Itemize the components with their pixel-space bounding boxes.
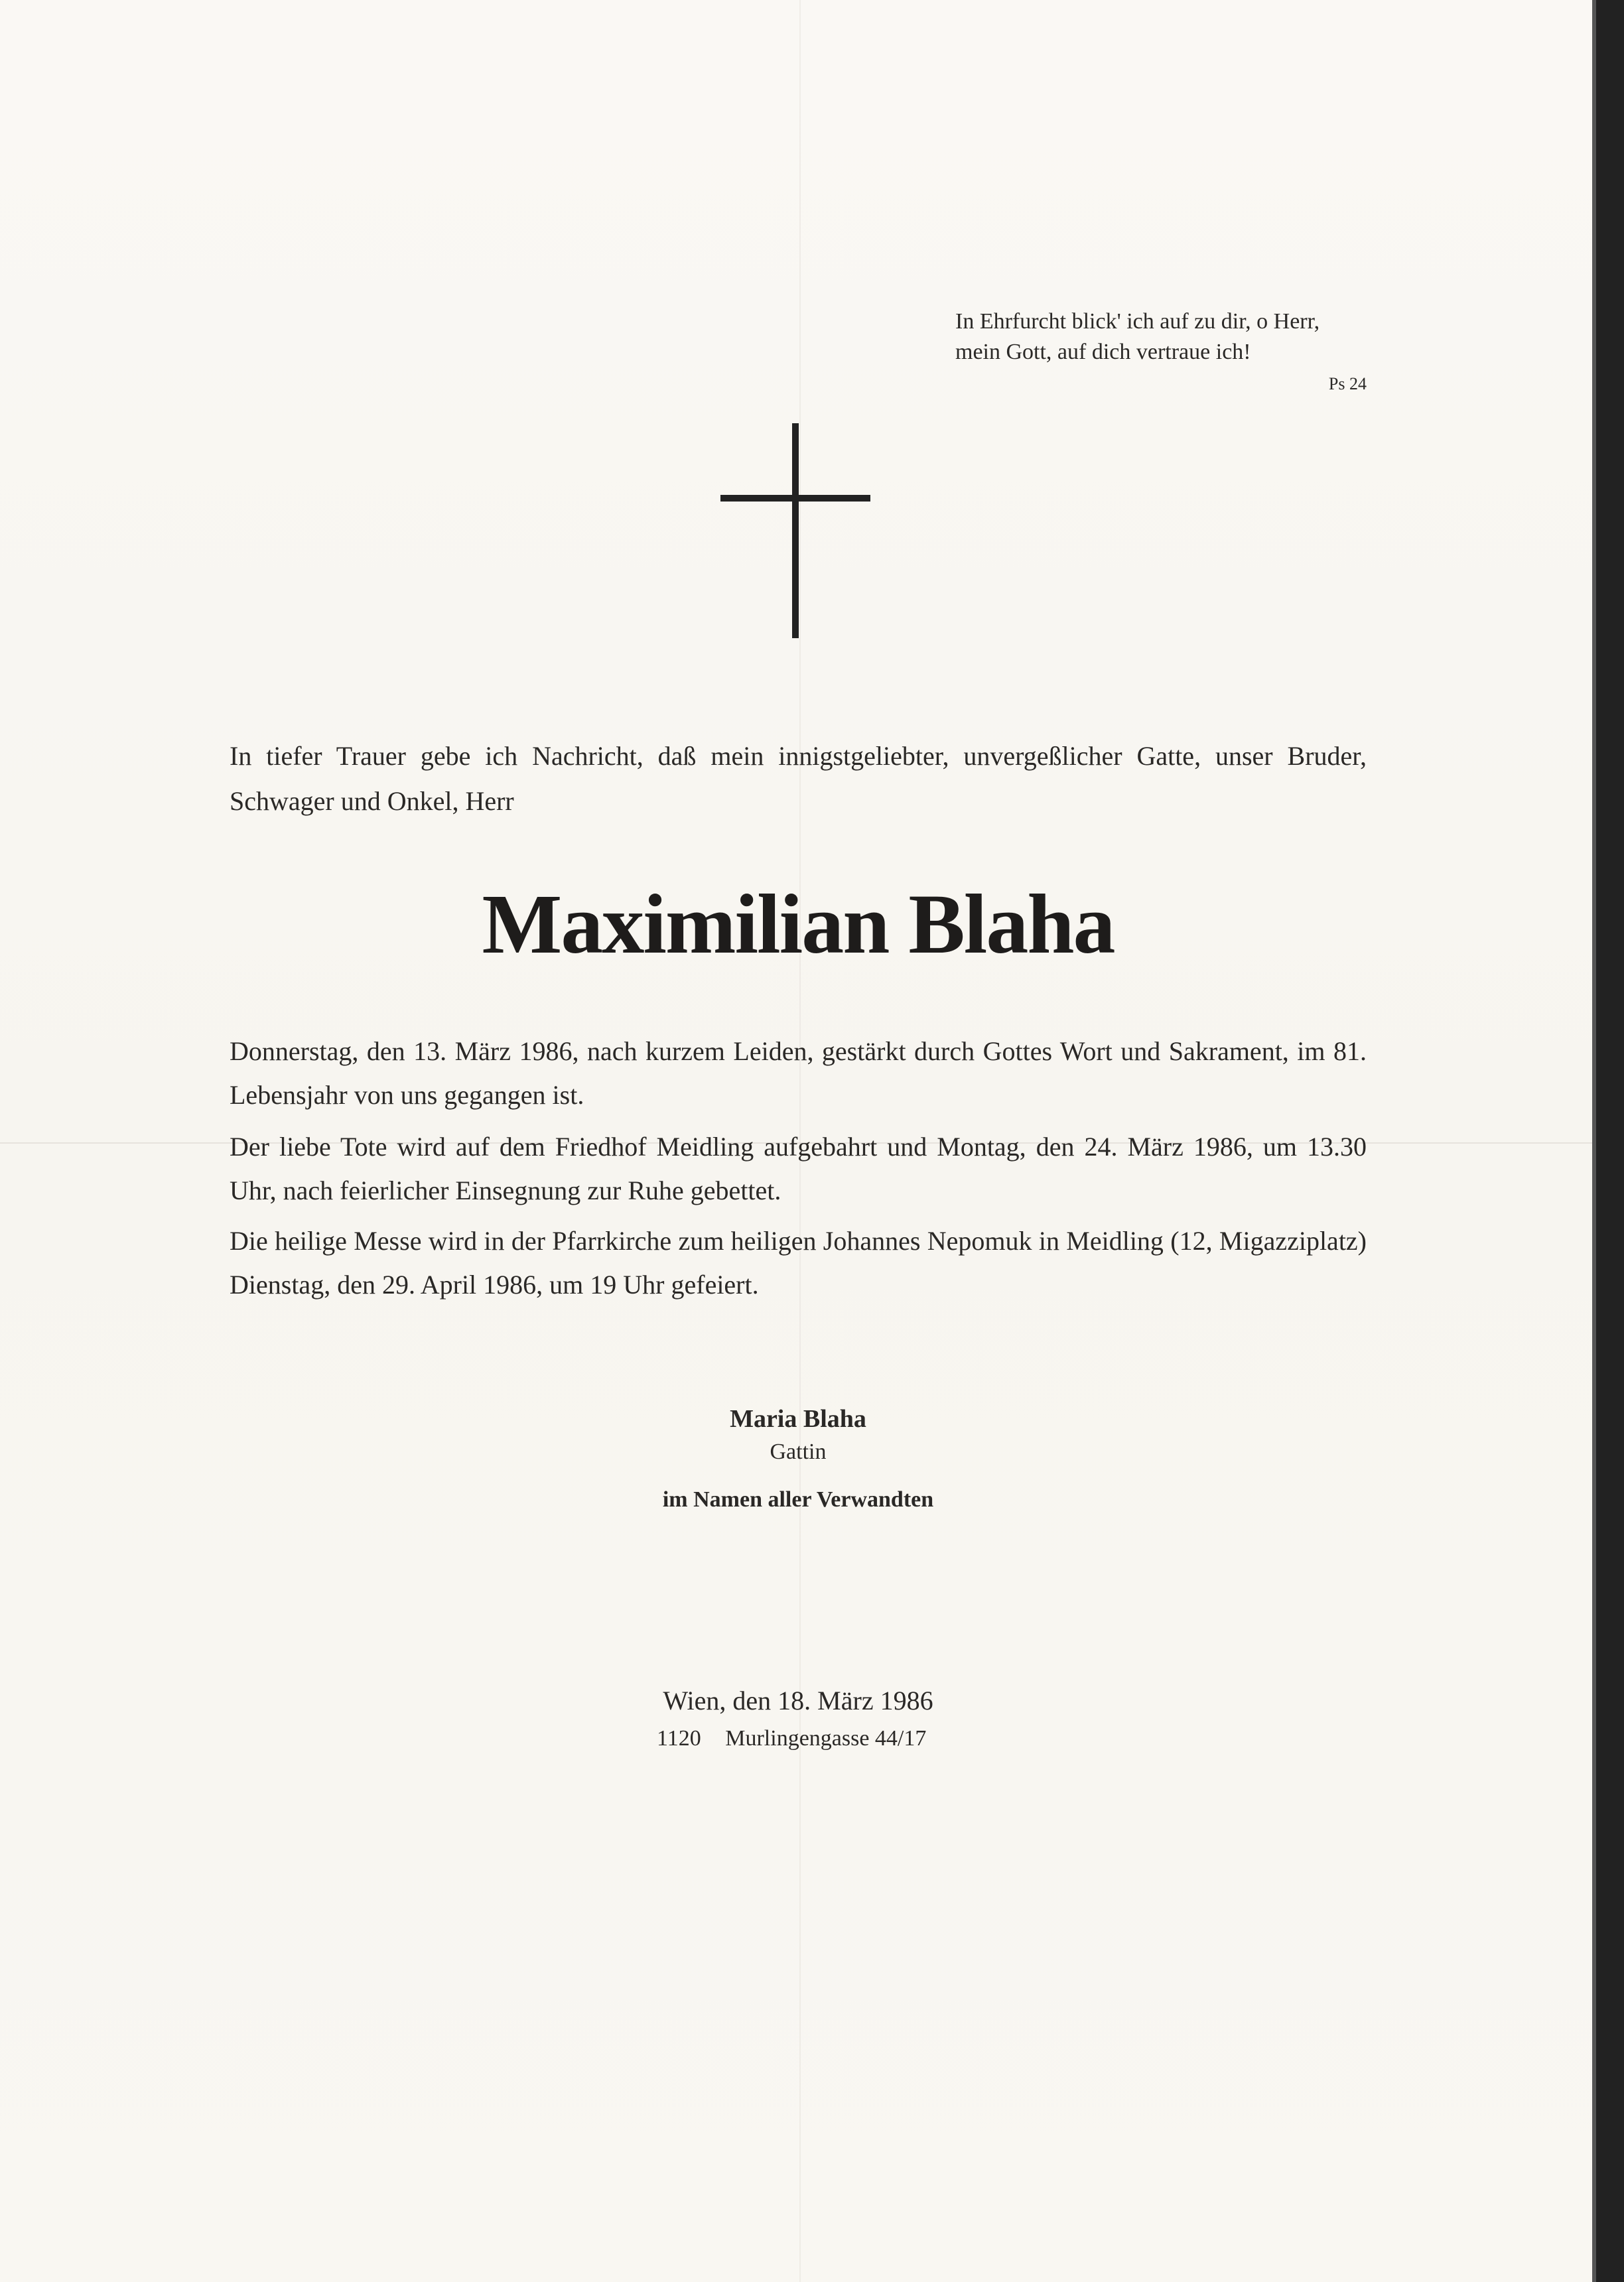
paragraph-mass: Die heilige Messe wird in der Pfarrkirche zum heiligen Johannes Nepomuk in Meidling (12, Migazziplatz) Dienstag, den 29. April 1986, um 19 Uhr gefeiert. [230,1226,1367,1300]
deceased-name: Maximilian Blaha [482,877,1115,971]
epigraph [955,306,1367,397]
intro-text: In tiefer Trauer gebe ich Nachricht, daß mein innigstgeliebter, unvergeßlicher Gatte, unser Bruder, Schwager und Onkel, Herr [230,741,1367,816]
paragraph-funeral: Der liebe Tote wird auf dem Friedhof Meidling aufgebahrt und Montag, den 24. März 1986, um 13.30 Uhr, nach feierlicher Einsegnung zur Ruhe gebettet. [230,1132,1367,1205]
scan-edge-border [1592,0,1624,2282]
street-address: Murlingengasse 44/17 [725,1726,927,1751]
paragraph-death-notice: Donnerstag, den 13. März 1986, nach kurzem Leiden, gestärkt durch Gottes Wort und Sakrament, im 81. Lebensjahr von uns gegangen ist. [230,1036,1367,1110]
cross-horizontal-bar [720,495,870,502]
epigraph-line-1: In Ehrfurcht blick' ich auf zu dir, o Herr, [955,309,1320,334]
address [657,1723,988,1754]
on-behalf-of-relatives: im Namen aller Verwandten [662,1487,934,1512]
epigraph-line-2: mein Gott, auf dich vertraue ich! [955,340,1251,364]
postal-code: 1120 [657,1726,701,1751]
cross-icon [720,423,870,638]
place-and-date: Wien, den 18. März 1986 [663,1686,933,1715]
signatory-role: Gattin [770,1440,827,1464]
cross-vertical-bar [792,423,799,638]
signatory-name: Maria Blaha [730,1405,866,1433]
epigraph-reference: Ps 24 [1328,374,1367,393]
